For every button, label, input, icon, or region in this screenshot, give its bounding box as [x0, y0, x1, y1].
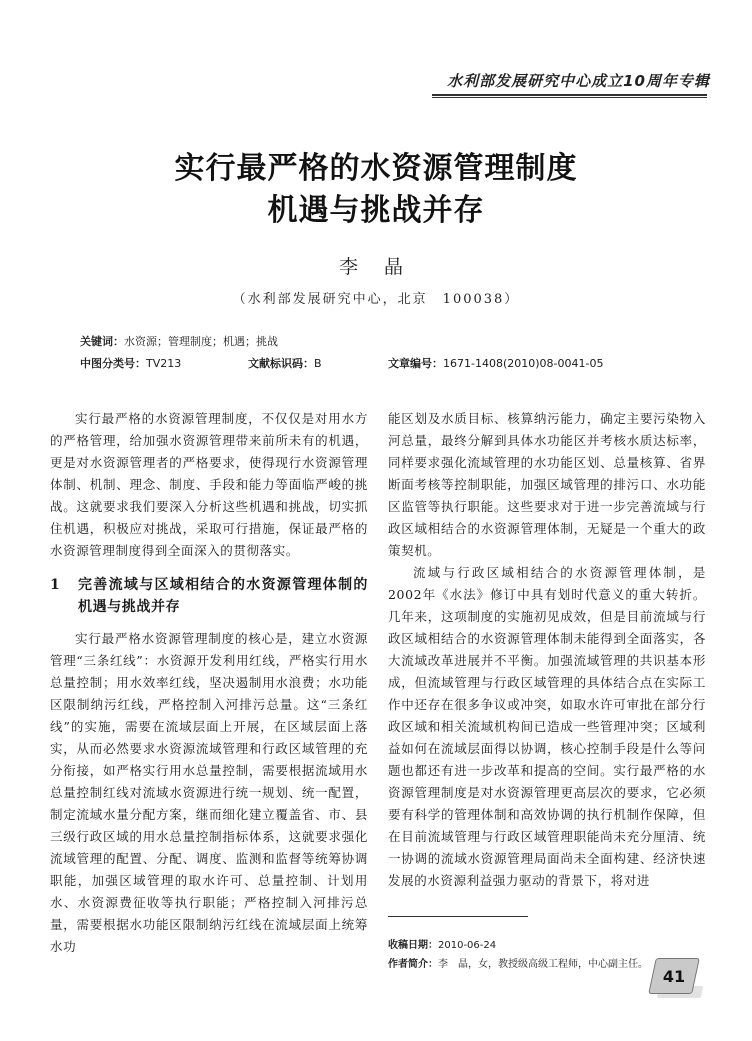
continued-paragraph: 能区划及水质目标、核算纳污能力，确定主要污染物入河总量，最终分解到具体水功能区并考核水质达标率，同样要求强化流域管理的水功能区划、总量核算、省界断面考核等控制职能，加强区域管理的排污口、水功能区监管等执行职能。这些要求对于进一步完善流域与行政区域相结合的水资源管理体制，无疑是一个重大的政策契机。: [388, 411, 706, 558]
keywords-line: [80, 333, 278, 349]
intro-paragraph: 实行最严格的水资源管理制度，不仅仅是对用水方的严格管理，给加强水资源管理带来前所未有的机遇，更是对水资源管理者的严格要求，使得现行水资源管理体制、机制、理念、制度、手段和能力等面临严峻的挑战。这就要求我们要深入分析这些机遇和挑战，切实抓住机遇，积极应对挑战，采取可行措施，保证最严格的水资源管理制度得到全面深入的贯彻落实。: [50, 411, 368, 558]
received-label: 收稿日期：: [388, 940, 438, 951]
left-column: [50, 408, 368, 958]
section-heading: [50, 574, 368, 618]
keywords-value: 水资源；管理制度；机遇；挑战: [124, 335, 278, 348]
article-id-label: 文章编号：: [388, 357, 443, 370]
article-title: [60, 148, 692, 232]
section-number: 1: [50, 577, 61, 593]
docid-value: B: [314, 357, 322, 370]
clc-label: 中图分类号：: [80, 357, 146, 370]
author-bio-value: 李 晶，女，教授级高级工程师，中心副主任。: [438, 959, 648, 970]
clc-line: [80, 355, 181, 371]
docid-label: 文献标识码：: [248, 357, 314, 370]
received-value: 2010-06-24: [438, 940, 497, 951]
section-paragraph-2: 流域与行政区域相结合的水资源管理体制，是2002年《水法》修订中具有划时代意义的重大转折。几年来，这项制度的实施初见成效，但是目前流域与行政区域相结合的水资源管理体制未能得到全面落实，各大流域改革进展并不平衡。加强流域管理的共识基本形成，但流域管理与行政区域管理的具体结合点在实际工作中还存在很多争议或冲突，如取水许可审批在部分行政区域和相关流域机构间已造成一些管理冲突；区域利益如何在流域层面得以协调，核心控制手段是什么等问题也都还有进一步改革和提高的空间。实行最严格的水资源管理制度是对水资源管理更高层次的要求，它必须要有科学的管理体制和高效协调的执行机制作保障，但在目前流域管理与行政区域管理职能尚未充分厘清、统一协调的流域水资源管理局面尚未全面构建、经济快速发展的水资源利益强力驱动的背景下，将对进: [388, 565, 706, 888]
clc-value: TV213: [146, 357, 182, 370]
section-paragraph-1: 实行最严格水资源管理制度的核心是，建立水资源管理“三条红线”：水资源开发利用红线，严格实行用水总量控制；用水效率红线，坚决遏制用水浪费；水功能区限制纳污红线，严格控制入河排污总量。这“三条红线”的实施，需要在流域层面上开展，在区域层面上落实，从而必然要求水资源流域管理和行政区域管理的充分衔接，如严格实行用水总量控制，需要根据流域用水总量控制红线对流域水资源进行统一规划、统一配置，制定流域水量分配方案，继而细化建立覆盖省、市、县三级行政区域的用水总量控制指标体系，这就要求强化流域管理的配置、分配、调度、监测和监督等统筹协调职能，加强区域管理的取水许可、总量控制、计划用水、水资源费征收等执行职能；严格控制入河排污总量，需要根据水功能区限制纳污红线在流域层面上统筹水功: [50, 631, 368, 954]
author-affiliation: （水利部发展研究中心，北京 100038）: [232, 292, 520, 307]
docid-line: [248, 355, 322, 371]
section-title: 完善流域与区域相结合的水资源管理体制的机遇与挑战并存: [78, 577, 368, 615]
author-name: 李 晶: [338, 256, 414, 278]
article-id-line: [388, 355, 603, 371]
footnote-rule: [388, 916, 528, 917]
article-id-value: 1671-1408(2010)08-0041-05: [443, 357, 604, 370]
page-number: 41: [662, 966, 686, 986]
header-rule-thin: [432, 97, 707, 98]
keywords-label: 关键词：: [80, 335, 124, 348]
received-date-line: [388, 936, 496, 951]
title-line-2: 机遇与挑战并存: [267, 193, 485, 228]
author-bio-line: [388, 955, 648, 970]
running-header: 水利部发展研究中心成立10周年专辑: [447, 72, 710, 90]
right-column: [388, 408, 706, 892]
header-rule: [432, 94, 707, 96]
page-number-badge: [648, 958, 700, 994]
author-bio-label: 作者简介：: [388, 959, 438, 970]
title-line-1: 实行最严格的水资源管理制度: [174, 151, 578, 186]
